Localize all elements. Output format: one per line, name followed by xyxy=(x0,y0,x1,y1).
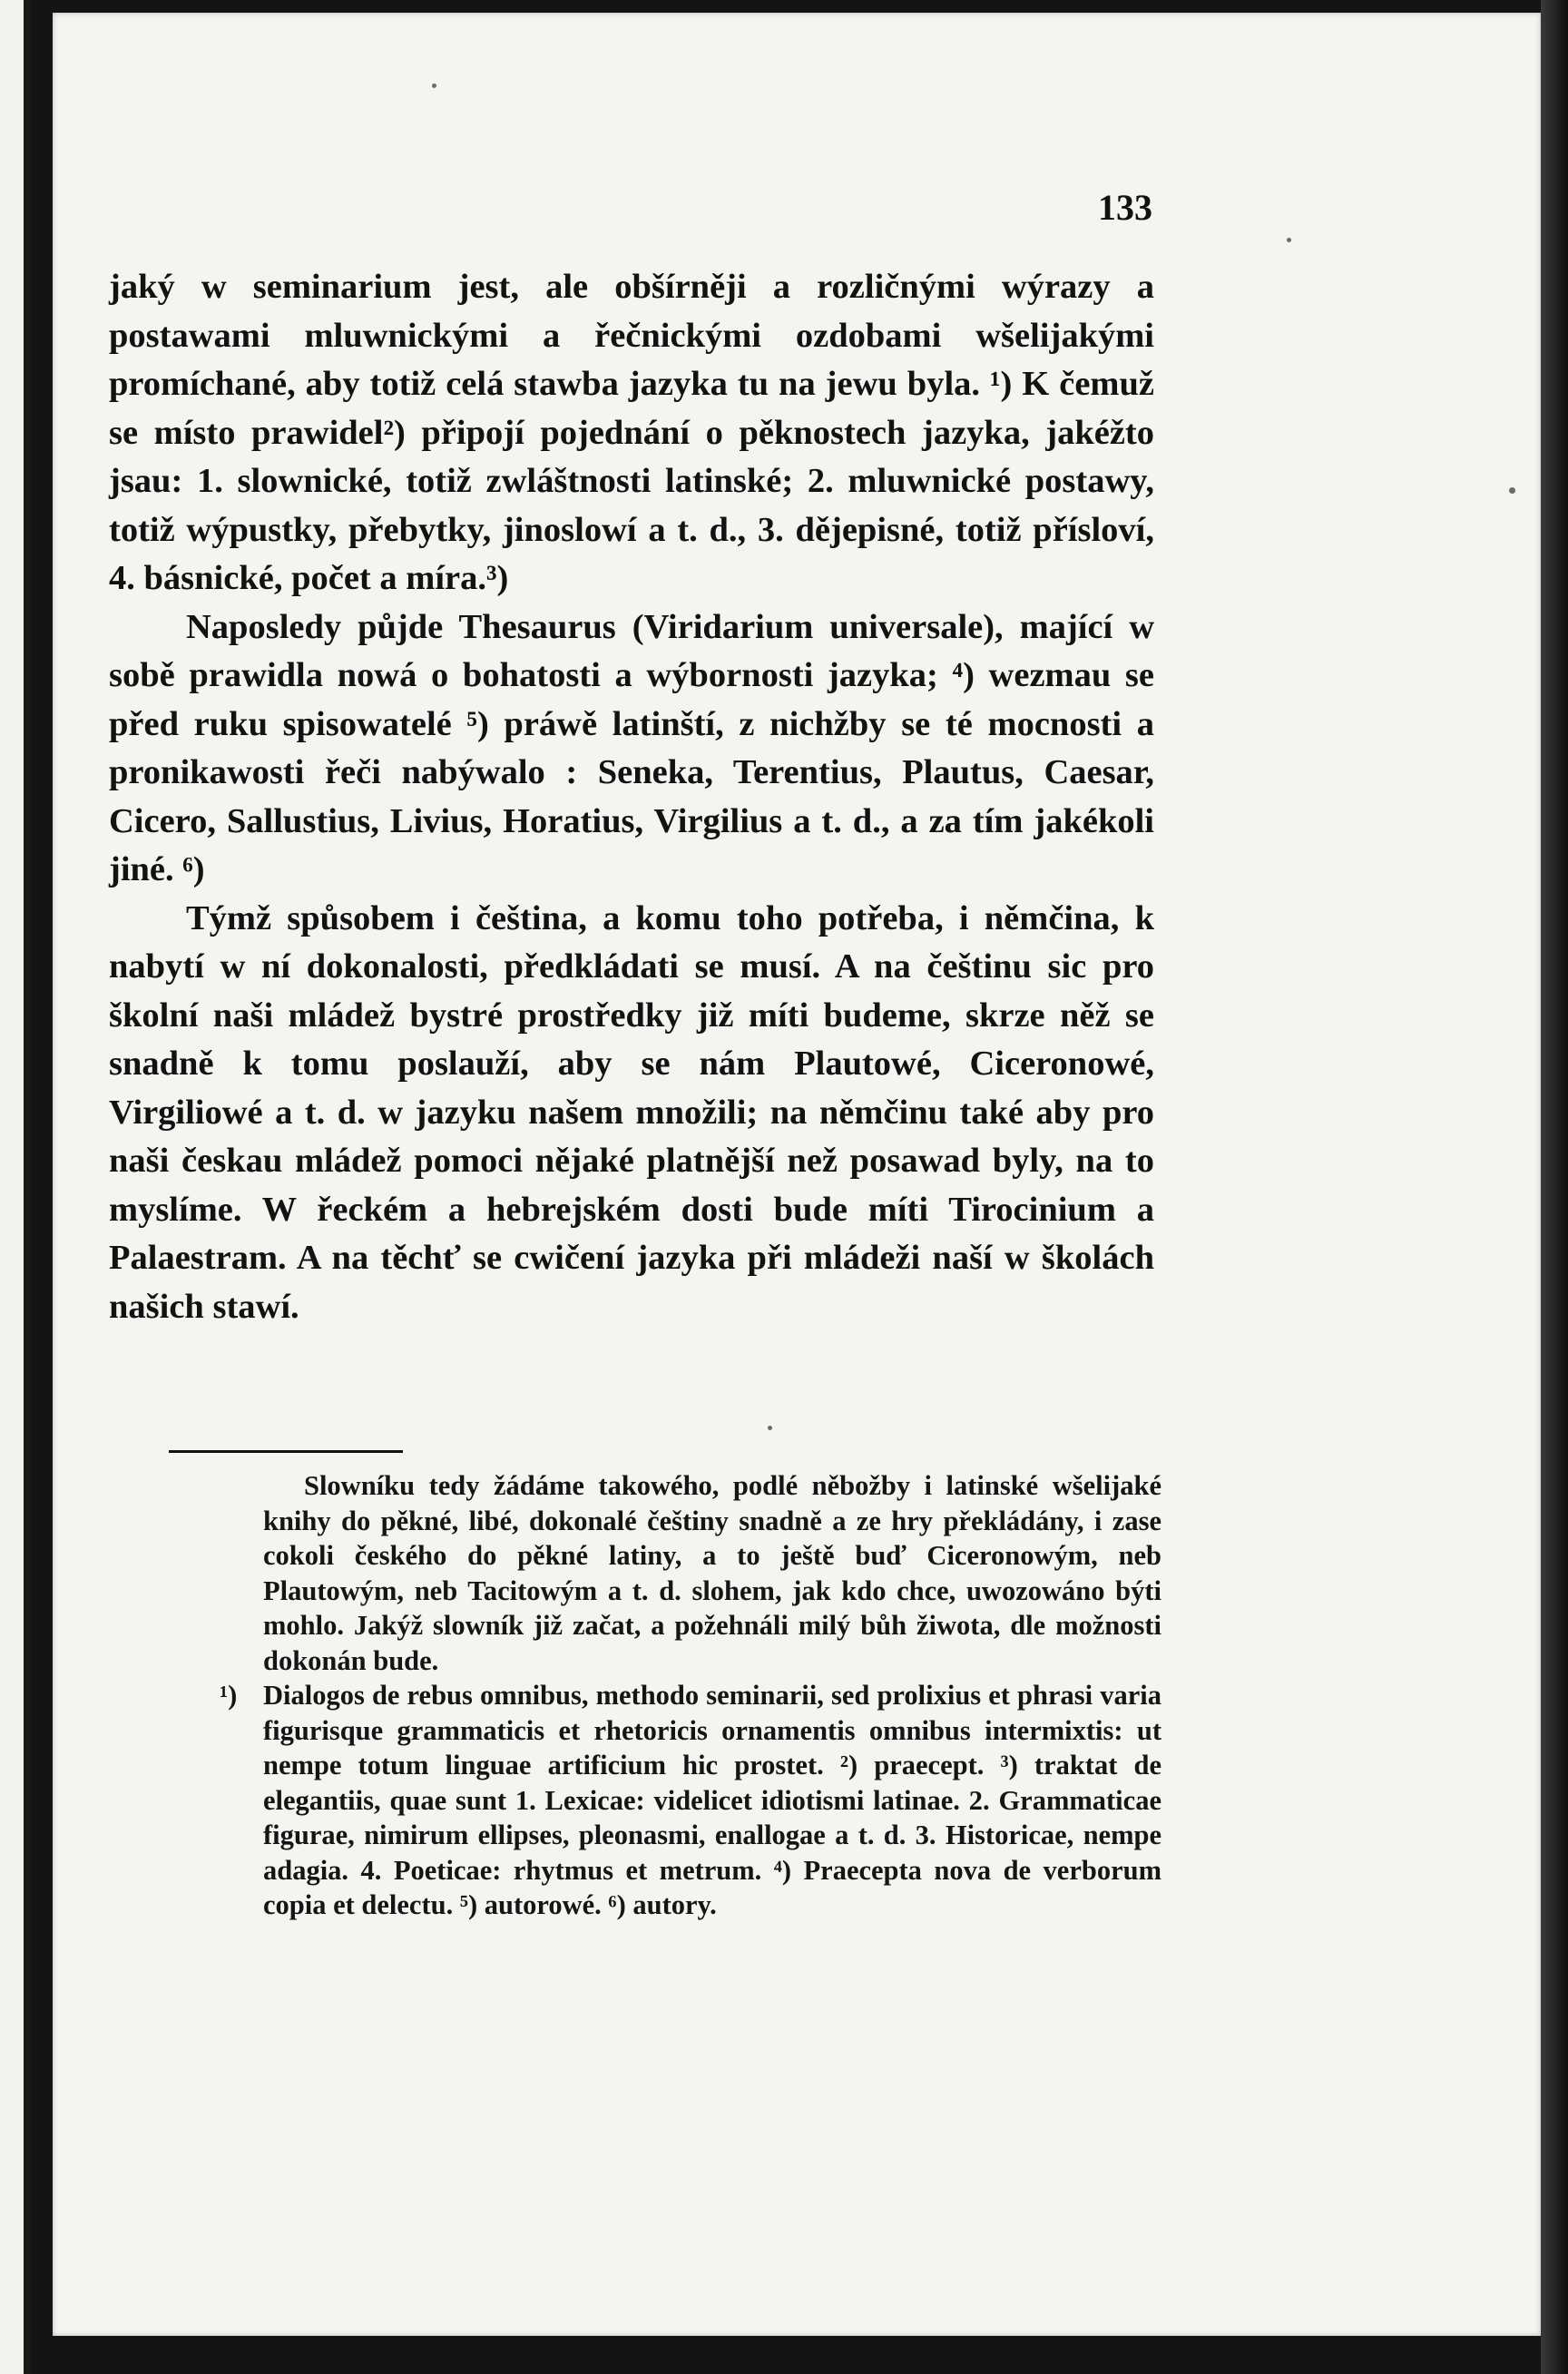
footnote-marker: ¹) xyxy=(220,1680,238,1711)
book-spine-edge xyxy=(1541,0,1568,2374)
scan-speck xyxy=(1287,238,1291,242)
footnote-1 xyxy=(220,1678,1161,1923)
scan-speck xyxy=(432,83,436,88)
scan-speck xyxy=(1509,487,1515,494)
adjacent-page-edge xyxy=(0,0,31,2374)
paragraph-2: Naposledy půjde Thesaurus (Viridarium universale), mající w sobě prawidla nowá o bohatosti a wýbornosti jazyka; ⁴) wezmau se před ruku spisowatelé ⁵) práwě latinští, z nichžby se té mocnosti a pronikawosti řeči nabýwalo : Seneka, Terentius, Plautus, Caesar, Cicero, Sallustius, Livius, Horatius, Virgilius a t. d., a za tím jakékoli jiné. ⁶) xyxy=(109,607,1154,888)
footnote-latin: Dialogos de rebus omnibus, methodo seminarii, sed prolixius et phrasi varia figurisque grammaticis et rhetoricis ornamentis omnibus intermixtis: ut nempe totum linguae artificium hic prostet. ²) praecept. ³) traktat de elegantiis, quae sunt 1. Lexicae: videlicet idiotismi latinae. 2. Grammaticae figurae, nimirum ellipses, pleonasmi, enallogae a t. d. 3. Historicae, nempe adagia. 4. Poeticae: rhytmus et metrum. ⁴) Praecepta nova de verborum copia et delectu. ⁵) autorowé. ⁶) autory. xyxy=(263,1680,1161,1920)
page-number: 133 xyxy=(1098,187,1152,228)
footnote-separator xyxy=(169,1450,403,1453)
main-text xyxy=(109,263,1154,1331)
scan-speck xyxy=(768,1426,772,1430)
paragraph-3: Týmž spůsobem i čeština, a komu toho potřeba, i němčina, k nabytí w ní dokonalosti, předkládati se musí. A na češtinu sic pro školní naši mládež bystré prostředky již míti budeme, skrze něž se snadně k tomu poslauží, aby se nám Plautowé, Ciceronowé, Virgiliowé a t. d. w jazyku našem množili; na němčinu také aby pro naši českau mládež pomoci nějaké platnější než posawad byly, na to myslíme. W řeckém a hebrejském dosti bude míti Tirocinium a Palaestram. A na těchť se cwičení jazyka při mládeži naší w školách našich stawí. xyxy=(109,898,1154,1326)
footnote-intro: Slowníku tedy žádáme takowého, podlé něbožby i latinské wšelijaké knihy do pěkné, libé, dokonalé češtiny snadně a ze hry překládány, i zase cokoli českého do pěkné latiny, a to ještě buď Ciceronowým, neb Plautowým, neb Tacitowým a t. d. slohem, jak kdo chce, uwozowáno býti mohlo. Jakýž slowník již začat, a požehnáli milý bůh žiwota, dle možnosti dokonán bude. xyxy=(263,1470,1161,1676)
footnotes xyxy=(220,1468,1161,1923)
paragraph-1: jaký w seminarium jest, ale obšírněji a rozličnými wýrazy a postawami mluwnickými a řečnickými ozdobami wšelijakými promíchané, aby totiž celá stawba jazyka tu na jewu byla. ¹) K čemuž se místo prawidel²) připojí pojednání o pěknostech jazyka, jakéžto jsau: 1. slownické, totiž zwláštnosti latinské; 2. mluwnické postawy, totiž wýpustky, přebytky, jinoslowí a t. d., 3. dějepisné, totiž přísloví, 4. básnické, počet a míra.³) xyxy=(109,268,1154,597)
